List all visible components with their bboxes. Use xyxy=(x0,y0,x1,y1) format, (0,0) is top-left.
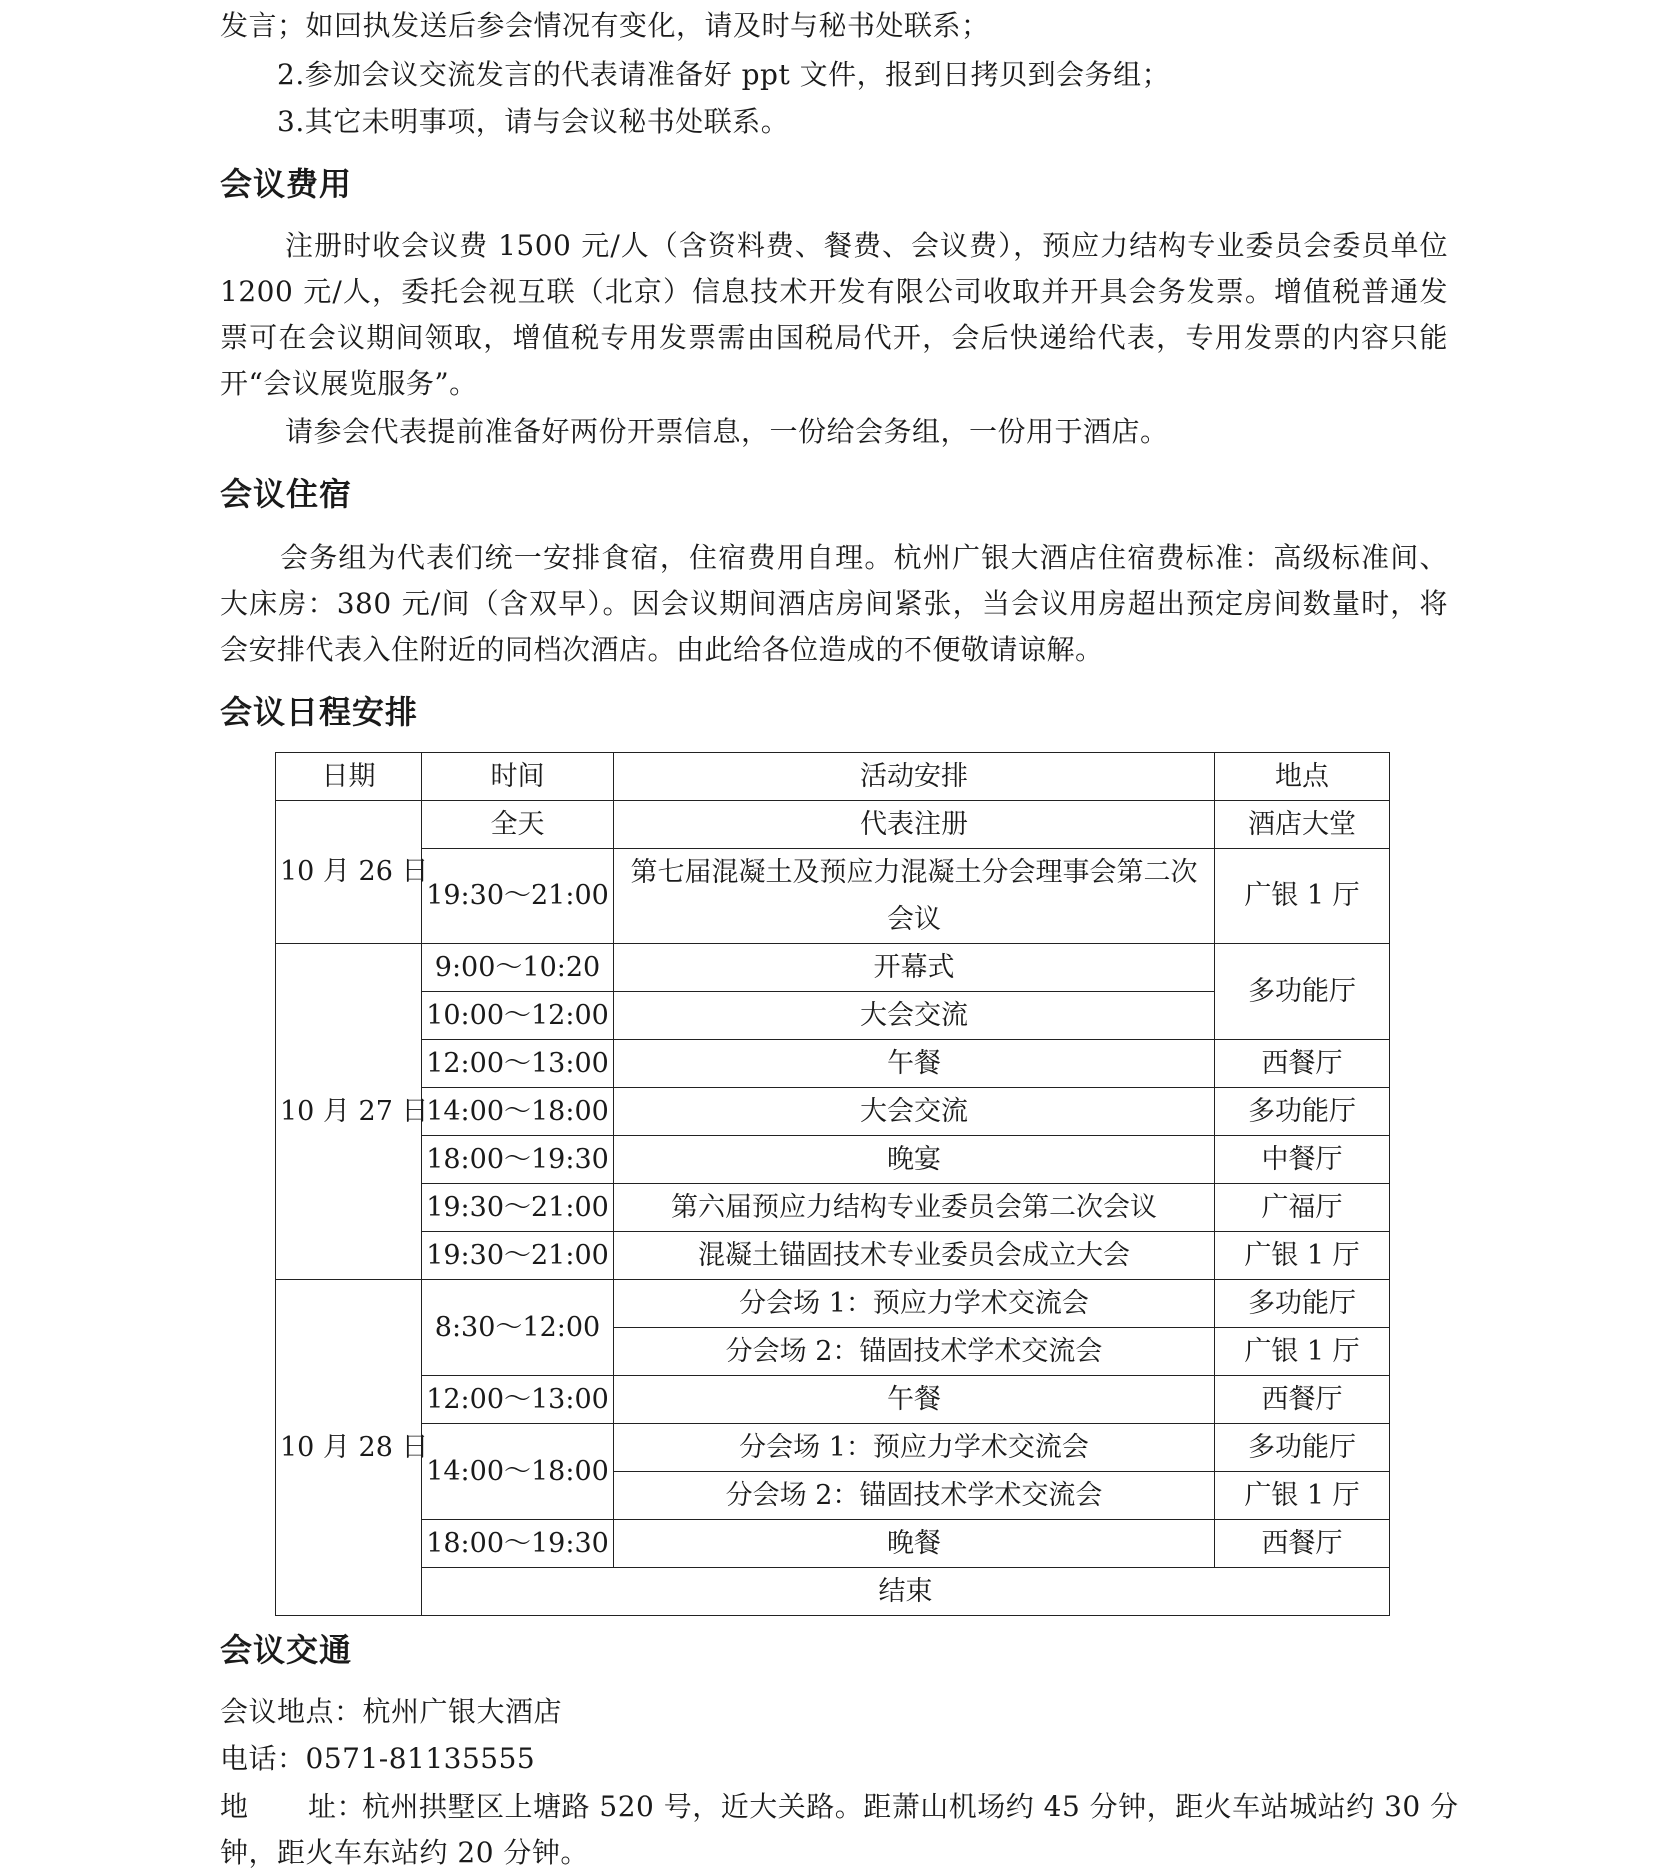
time-cell: 19:30～21:00 xyxy=(422,849,614,944)
venue-cell: 酒店大堂 xyxy=(1215,801,1390,849)
header-time: 时间 xyxy=(422,753,614,801)
activity-cell: 第七届混凝土及预应力混凝土分会理事会第二次会议 xyxy=(614,849,1215,944)
venue-cell: 西餐厅 xyxy=(1215,1520,1390,1568)
venue-cell: 广银 1 厅 xyxy=(1215,1328,1390,1376)
lodging-heading: 会议住宿 xyxy=(220,475,353,513)
traffic-heading: 会议交通 xyxy=(220,1631,353,1669)
header-date: 日期 xyxy=(276,753,422,801)
date-cell-27: 10 月 27 日 xyxy=(276,944,422,1280)
time-cell: 8:30～12:00 xyxy=(422,1280,614,1376)
lodging-line-2: 大床房：380 元/间（含双早）。因会议期间酒店房间紧张，当会议用房超出预定房间数量时，将 xyxy=(220,587,1448,620)
venue-cell: 西餐厅 xyxy=(1215,1040,1390,1088)
venue-cell: 西餐厅 xyxy=(1215,1376,1390,1424)
end-cell: 结束 xyxy=(422,1568,1390,1616)
activity-cell: 分会场 2：锚固技术学术交流会 xyxy=(614,1472,1215,1520)
fees-para-1-line-1: 注册时收会议费 1500 元/人（含资料费、餐费、会议费），预应力结构专业委员会委员单位 xyxy=(285,229,1448,262)
date-cell-26: 10 月 26 日 xyxy=(276,801,422,944)
venue-cell: 多功能厅 xyxy=(1215,944,1390,1040)
time-cell: 14:00～18:00 xyxy=(422,1088,614,1136)
table-header-row xyxy=(276,753,1390,801)
notes-line-3: 3.其它未明事项，请与会议秘书处联系。 xyxy=(277,105,790,138)
lodging-line-3: 会安排代表入住附近的同档次酒店。由此给各位造成的不便敬请谅解。 xyxy=(220,633,1104,666)
table-row xyxy=(276,1040,1390,1088)
fees-para-1-line-3: 票可在会议期间领取，增值税专用发票需由国税局代开，会后快递给代表，专用发票的内容只能 xyxy=(220,321,1448,354)
traffic-address-label: 地 xyxy=(220,1790,249,1823)
activity-cell: 午餐 xyxy=(614,1376,1215,1424)
time-cell: 全天 xyxy=(422,801,614,849)
table-row xyxy=(276,1424,1390,1472)
activity-cell: 晚宴 xyxy=(614,1136,1215,1184)
time-cell: 12:00～13:00 xyxy=(422,1040,614,1088)
activity-cell: 开幕式 xyxy=(614,944,1215,992)
date-cell-28: 10 月 28 日 xyxy=(276,1280,422,1616)
notes-line-2: 2.参加会议交流发言的代表请准备好 ppt 文件，报到日拷贝到会务组； xyxy=(277,58,1171,91)
venue-cell: 多功能厅 xyxy=(1215,1088,1390,1136)
table-row xyxy=(276,944,1390,992)
activity-cell: 午餐 xyxy=(614,1040,1215,1088)
activity-cell: 分会场 1：预应力学术交流会 xyxy=(614,1280,1215,1328)
header-venue: 地点 xyxy=(1215,753,1390,801)
time-cell: 14:00～18:00 xyxy=(422,1424,614,1520)
traffic-address-line-2: 钟，距火车东站约 20 分钟。 xyxy=(220,1836,589,1869)
venue-cell: 多功能厅 xyxy=(1215,1280,1390,1328)
time-cell: 10:00～12:00 xyxy=(422,992,614,1040)
header-activity: 活动安排 xyxy=(614,753,1215,801)
venue-cell: 广银 1 厅 xyxy=(1215,1232,1390,1280)
time-cell: 18:00～19:30 xyxy=(422,1136,614,1184)
table-row xyxy=(276,1376,1390,1424)
activity-cell: 分会场 1：预应力学术交流会 xyxy=(614,1424,1215,1472)
table-row xyxy=(276,1568,1390,1616)
activity-cell: 代表注册 xyxy=(614,801,1215,849)
fees-para-1-line-4: 开“会议展览服务”。 xyxy=(220,367,478,400)
table-row xyxy=(276,1232,1390,1280)
activity-cell: 第六届预应力结构专业委员会第二次会议 xyxy=(614,1184,1215,1232)
traffic-address-line-1: 杭州拱墅区上塘路 520 号，近大关路。距萧山机场约 45 分钟，距火车站城站约 30 分 xyxy=(362,1790,1459,1823)
venue-cell: 广银 1 厅 xyxy=(1215,849,1390,944)
traffic-address-label-2: 址： xyxy=(308,1790,366,1823)
time-cell: 12:00～13:00 xyxy=(422,1376,614,1424)
table-row xyxy=(276,1280,1390,1328)
lodging-line-1: 会务组为代表们统一安排食宿，住宿费用自理。杭州广银大酒店住宿费标准：高级标准间、 xyxy=(280,541,1448,574)
fees-heading: 会议费用 xyxy=(220,165,353,203)
activity-cell: 晚餐 xyxy=(614,1520,1215,1568)
activity-cell: 大会交流 xyxy=(614,992,1215,1040)
traffic-location: 会议地点：杭州广银大酒店 xyxy=(220,1695,563,1728)
schedule-table xyxy=(275,752,1390,1616)
activity-cell: 混凝土锚固技术专业委员会成立大会 xyxy=(614,1232,1215,1280)
table-row xyxy=(276,1136,1390,1184)
venue-cell: 广福厅 xyxy=(1215,1184,1390,1232)
table-row xyxy=(276,1184,1390,1232)
schedule-heading: 会议日程安排 xyxy=(220,693,419,731)
table-row xyxy=(276,801,1390,849)
activity-cell: 大会交流 xyxy=(614,1088,1215,1136)
notes-line-1: 发言；如回执发送后参会情况有变化，请及时与秘书处联系； xyxy=(220,9,990,42)
traffic-phone: 电话：0571-81135555 xyxy=(220,1742,536,1775)
fees-para-1-line-2: 1200 元/人，委托会视互联（北京）信息技术开发有限公司收取并开具会务发票。增值税普通发 xyxy=(220,275,1448,308)
time-cell: 19:30～21:00 xyxy=(422,1184,614,1232)
table-row xyxy=(276,1520,1390,1568)
time-cell: 18:00～19:30 xyxy=(422,1520,614,1568)
fees-para-2: 请参会代表提前准备好两份开票信息，一份给会务组，一份用于酒店。 xyxy=(285,415,1169,448)
venue-cell: 中餐厅 xyxy=(1215,1136,1390,1184)
venue-cell: 广银 1 厅 xyxy=(1215,1472,1390,1520)
table-row xyxy=(276,1088,1390,1136)
time-cell: 9:00～10:20 xyxy=(422,944,614,992)
activity-cell: 分会场 2：锚固技术学术交流会 xyxy=(614,1328,1215,1376)
time-cell: 19:30～21:00 xyxy=(422,1232,614,1280)
venue-cell: 多功能厅 xyxy=(1215,1424,1390,1472)
